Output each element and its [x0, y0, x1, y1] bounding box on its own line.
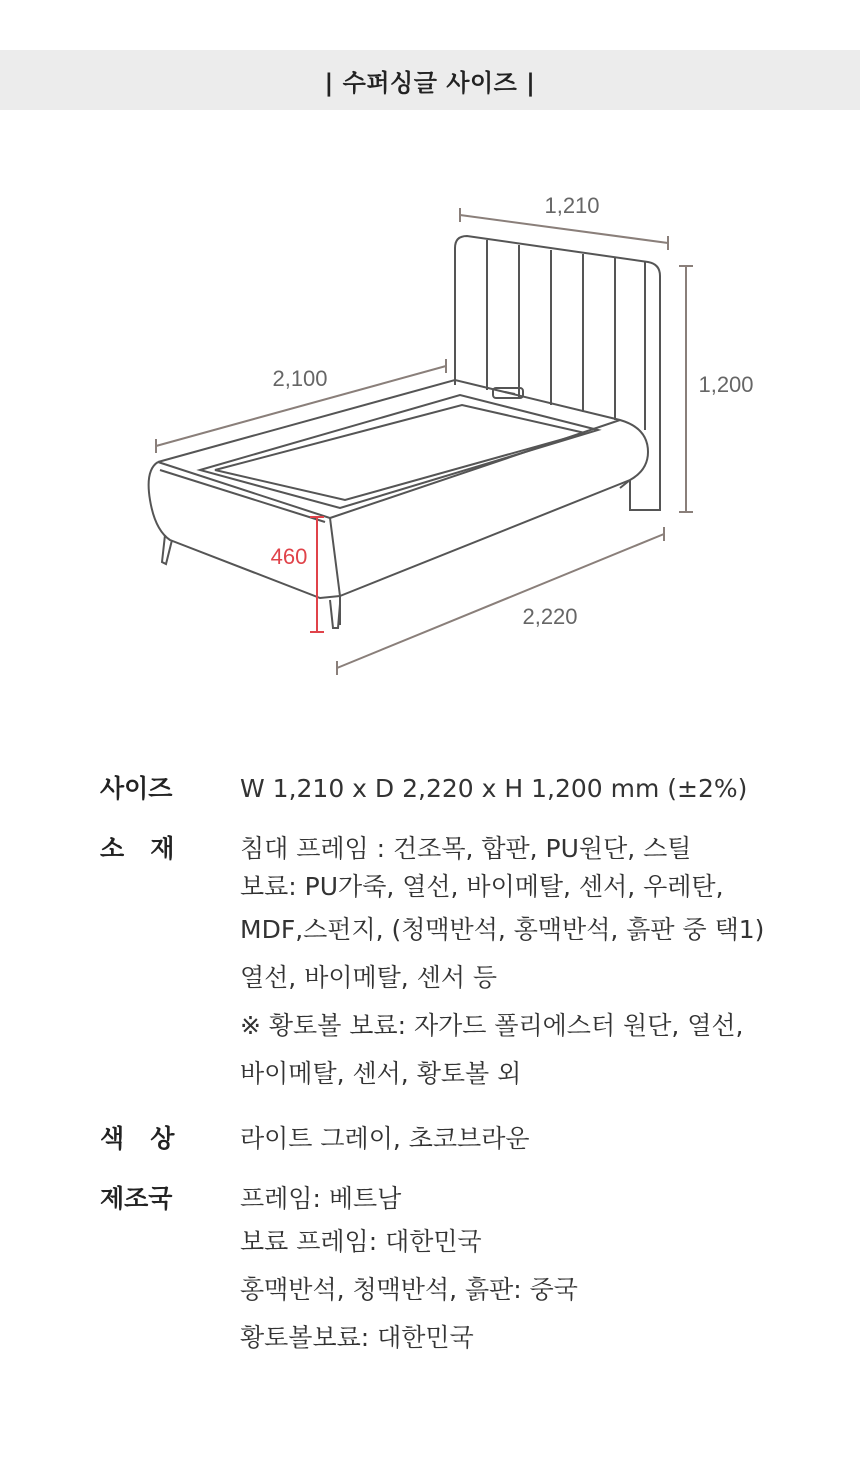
spec-value: 침대 프레임 : 건조목, 합판, PU원단, 스틸	[240, 834, 692, 863]
spec-value: W 1,210 x D 2,220 x H 1,200 mm (±2%)	[240, 774, 748, 803]
spec-table	[100, 770, 820, 1384]
height-label: 1,200	[698, 372, 754, 397]
spec-row-size	[100, 770, 820, 808]
bed-drawing	[0, 150, 860, 710]
length-label: 2,220	[522, 604, 578, 629]
spec-row-color	[100, 1120, 820, 1158]
spec-value: 보료 프레임: 대한민국	[240, 1227, 482, 1256]
headboard	[455, 236, 660, 510]
bed-dimension-diagram	[0, 150, 860, 710]
floor-height-line	[310, 517, 324, 632]
spec-value: 라이트 그레이, 초코브라운	[240, 1124, 530, 1153]
section-header	[0, 50, 860, 110]
depth-label: 2,100	[272, 366, 328, 391]
spec-value: 열선, 바이메탈, 센서 등	[240, 963, 498, 992]
floor-height-label: 460	[270, 544, 308, 569]
spec-value: 바이메탈, 센서, 황토볼 외	[240, 1059, 522, 1088]
spec-label: 색 상	[100, 1124, 175, 1153]
spec-value: ※ 황토볼 보료: 자가드 폴리에스터 원단, 열선,	[240, 1011, 744, 1040]
spec-label: 소 재	[100, 834, 175, 863]
spec-value: 황토볼보료: 대한민국	[240, 1323, 474, 1352]
spec-row-material	[100, 830, 820, 1098]
spec-value: 보료: PU가죽, 열선, 바이메탈, 센서, 우레탄,	[240, 872, 724, 901]
spec-label: 사이즈	[100, 774, 173, 803]
spec-value: 홍맥반석, 청맥반석, 흙판: 중국	[240, 1275, 578, 1304]
spec-row-origin	[100, 1180, 820, 1362]
section-title: | 수퍼싱글 사이즈 |	[324, 68, 536, 97]
bed-legs	[162, 535, 340, 628]
spec-value: MDF,스펀지, (청맥반석, 홍맥반석, 흙판 중 택1)	[240, 915, 765, 944]
width-label: 1,210	[544, 193, 600, 218]
bed-frame	[149, 380, 648, 625]
dimension-lines	[156, 208, 693, 675]
spec-label: 제조국	[100, 1184, 173, 1213]
spec-value: 프레임: 베트남	[240, 1184, 402, 1213]
